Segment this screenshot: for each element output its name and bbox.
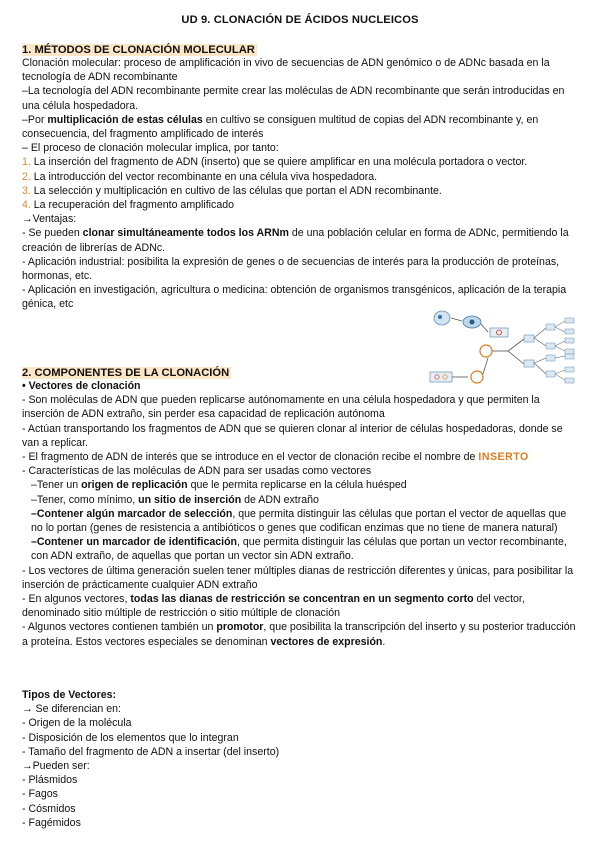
p7-bold2: vectores de expresión	[270, 635, 383, 648]
tipo-item: - Cósmidos	[22, 802, 76, 815]
bacteria-icon	[463, 316, 481, 328]
mult-bold: multiplicación de estas células	[47, 113, 203, 126]
c1-pre: –Tener un	[31, 479, 82, 492]
caracteristica-1	[22, 478, 578, 492]
mult-post: en cultivo se consiguen multitud de copias del ADN recombinante y, en consecuencia, del fragmento amplificado de interés	[22, 113, 539, 141]
p6-bold: todas las dianas de restricción se concentran en un segmento corto	[130, 593, 474, 606]
c4-bold: –Contener un marcador de identificación	[31, 536, 238, 549]
multiplication-paragraph	[22, 113, 578, 141]
tipos-section	[22, 688, 578, 830]
p6-pre: - En algunos vectores,	[22, 593, 131, 606]
c2-pre: –Tener, como mínimo,	[31, 493, 139, 506]
c1-bold: origen de replicación	[81, 479, 188, 492]
tipo-item: - Fagos	[22, 788, 58, 801]
step-number: 2.	[22, 170, 31, 183]
section-1-heading-text: 1. MÉTODOS DE CLONACIÓN MOLECULAR	[22, 44, 255, 56]
mult-pre: –Por	[22, 113, 48, 126]
vector-paragraph-5: - Los vectores de última generación suelen tener múltiples dianas de restricción diferentes y únicas, para posibilitar la inserción de prácticamente cualquier ADN extraño	[22, 564, 574, 591]
v1-post: de una población celular en forma de ADNc, permitiendo la creación de librerías de ADNc.	[22, 227, 569, 254]
step-number: 3.	[22, 184, 31, 197]
c2-bold: un sitio de inserción	[138, 493, 242, 506]
arrow-line	[508, 351, 524, 364]
inserto-term: INSERTO	[478, 451, 529, 464]
cloning-diagram	[428, 306, 583, 388]
ventaja-2: - Aplicación industrial: posibilita la expresión de genes o de secuencias de interés para la producción de proteínas, hormonas, etc.	[22, 255, 560, 283]
ventajas-label: →Ventajas:	[22, 213, 77, 226]
vector-paragraph-7	[22, 620, 578, 648]
vectores-label-text: • Vectores de clonación	[22, 380, 141, 392]
p6-post: del vector, denominado sitio múltiple de restricción o sitio múltiple de clonación	[22, 593, 525, 620]
step-text: La inserción del fragmento de ADN (inserto) que se quiere amplificar en una molécula portadora o vector.	[30, 156, 528, 169]
tipos-heading-text: Tipos de Vectores:	[22, 689, 117, 701]
step-item	[22, 198, 578, 212]
arrow-line	[481, 324, 488, 332]
caracteristica-2	[22, 493, 578, 507]
p7-bold: promotor	[216, 621, 264, 634]
step-item	[22, 184, 578, 198]
step-number: 4.	[22, 199, 31, 212]
p7-mid: , que posibilita la transcripción del inserto y su posterior traducción a proteína. Estos vectores especiales se denominan	[22, 621, 576, 648]
arrow-line	[508, 339, 524, 351]
criterio-item: - Tamaño del fragmento de ADN a insertar (del inserto)	[22, 745, 280, 758]
section-1-body	[22, 56, 578, 312]
diferencian-label: → Se diferencian en:	[22, 703, 121, 716]
vector-paragraph-4: - Características de las moléculas de ADN para ser usadas como vectores	[22, 465, 372, 478]
definition-paragraph: Clonación molecular: proceso de amplificación in vivo de secuencias de ADN genómico o de ADNc basada en la tecnología de ADN recombinante	[22, 57, 550, 84]
caracteristica-3	[22, 507, 578, 535]
c3-bold: –Contener algún marcador de selección	[31, 507, 233, 520]
vector-paragraph-1: - Son moléculas de ADN que pueden replicarse autónomamente en una célula hospedadora y que permiten la inserción de ADN extraño, sin perder esa capacidad de replicación autónoma	[22, 394, 540, 421]
tech-paragraph: –La tecnología del ADN recombinante permite crear las moléculas de ADN recombinante que serán introducidas en una célula hospedadora.	[22, 85, 565, 112]
vector-paragraph-3	[22, 450, 578, 464]
vectores-label	[22, 379, 578, 393]
pueden-label: →Pueden ser:	[22, 760, 90, 773]
p7-pre: - Algunos vectores contienen también un	[22, 621, 217, 634]
step-item	[22, 170, 578, 184]
c2-post: de ADN extraño	[241, 493, 319, 506]
step-text: La selección y multiplicación en cultivo de las células que portan el ADN recombinante.	[30, 184, 442, 197]
section-2-body	[22, 379, 578, 649]
caracteristica-4	[22, 535, 578, 563]
vector-paragraph-2: - Actúan transportando los fragmentos de ADN que se quieren clonar al interior de células hospedadoras, donde se van a replicar.	[22, 422, 563, 449]
page-title: UD 9. CLONACIÓN DE ÁCIDOS NUCLEICOS	[181, 14, 419, 26]
ventaja-1	[22, 226, 578, 254]
tipo-item: - Fagémidos	[22, 816, 81, 829]
tipos-heading	[22, 688, 578, 702]
arrow-line	[483, 358, 488, 374]
v1-pre: - Se pueden	[22, 227, 83, 240]
p7-end: .	[382, 635, 386, 648]
step-text: La recuperación del fragmento amplificado	[30, 199, 235, 212]
criterio-item: - Disposición de los elementos que lo integran	[22, 731, 239, 744]
tipo-item: - Plásmidos	[22, 774, 78, 787]
step-number: 1.	[22, 156, 31, 169]
section-2-heading-text: 2. COMPONENTES DE LA CLONACIÓN	[22, 367, 230, 379]
cell-icon	[434, 311, 450, 325]
arrow-line	[451, 318, 462, 321]
c3-post: , que permita distinguir las células que portan el vector de aquellas que no lo portan (genes de resistencia a antibióticos o genes que codifican enzimas que no tiene de manera natural)	[31, 507, 567, 535]
branch-cells	[524, 318, 574, 383]
vector-paragraph-6	[22, 592, 578, 620]
c4-post: , que permita distinguir las células que portan un vector recombinante, con ADN extraño, de aquellas que portan un vector sin ADN extraño.	[31, 536, 567, 563]
plasmid-icon	[480, 345, 492, 357]
v1-bold: clonar simultáneamente todos los ARNm	[82, 227, 289, 240]
process-intro: – El proceso de clonación molecular implica, por tanto:	[22, 142, 279, 155]
step-text: La introducción del vector recombinante en una célula viva hospedadora.	[30, 170, 378, 183]
p3-pre: - El fragmento de ADN de interés que se introduce en el vector de clonación recibe el nombre de	[22, 451, 479, 464]
c1-post: que le permita replicarse en la célula huésped	[187, 479, 407, 492]
step-item	[22, 155, 578, 169]
ventaja-3: - Aplicación en investigación, agricultura o medicina: obtención de organismos transgénicos, aplicación de la terapia génica, etc	[22, 284, 567, 311]
criterio-item: - Origen de la molécula	[22, 717, 132, 730]
vector-box	[490, 328, 508, 337]
